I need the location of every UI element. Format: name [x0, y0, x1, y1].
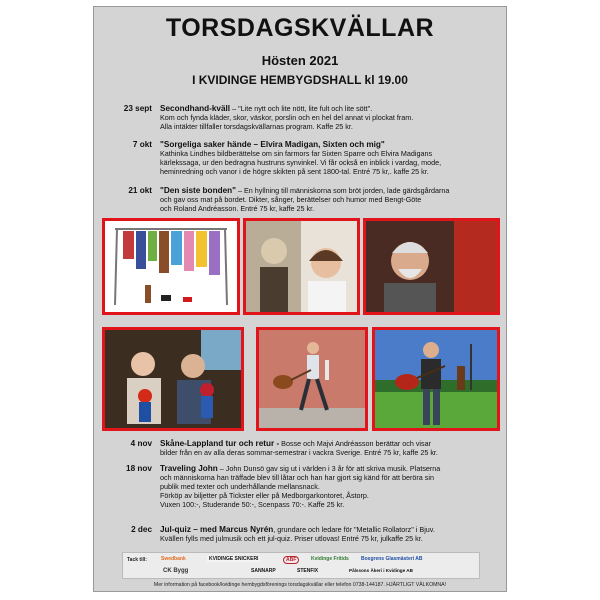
event-date: 21 okt — [128, 186, 152, 195]
event-line: bilder från en av alla deras sommar-semestrar i vackra Sverige. Entré 75 kr, kaffe 25 kr. — [160, 448, 438, 457]
photo-quiz-host — [372, 327, 500, 431]
event-headline: Skåne-Lappland tur och retur - — [160, 439, 280, 448]
sponsor-logo: STENFIX — [297, 568, 319, 574]
event-line: och Roland Andréasson. Entré 75 kr, kaffe 25 kr. — [160, 204, 315, 213]
photo-portraits — [243, 218, 360, 315]
event-headline: Secondhand-kväll — [160, 104, 231, 113]
event-line: och gav oss mat på bordet. Dikter, sånger, berättelser och humor med Bengt-Göte — [160, 195, 422, 204]
event-line: Kvällen fylls med julmusik och ett jul-quiz. Priser utlovas! Entré 75 kr, julkaffe 25 kr. — [160, 534, 423, 543]
event-line: Förköp av biljetter på Tickster eller på Medborgarkontoret, Åstorp. — [160, 491, 369, 500]
sponsor-logo: SANNARP — [251, 568, 276, 574]
event-line: Alla intäkter tillfaller torsdagskvällarnas program. Kaffe 25 kr. — [160, 122, 353, 131]
event-lead: – "Lite nytt och lite nött, lite fult och lite sött". — [230, 104, 373, 113]
photo-traveling-john — [256, 327, 368, 431]
sponsor-logo: Pålssons Åkeri i Kvidinge AB — [349, 568, 413, 573]
sponsor-logo: CK Bygg — [163, 568, 189, 574]
sponsor-logo: KVIDINGE SNICKERI — [209, 556, 259, 562]
event-date: 2 dec — [131, 525, 152, 534]
event-lead: – John Dunsö gav sig ut i världen i 3 år för att skriva musik. Platserna — [217, 464, 441, 473]
poster-footer: Mer information på facebook/kvidinge hembygdsförenings torsdagskvällar eller telefon 0738-144187. HJÄRTLIGT VÄLKOMNA! — [153, 582, 447, 588]
sponsor-logo: ABF — [283, 556, 299, 564]
event-date: 18 nov — [126, 464, 152, 473]
photo-bearded-man — [363, 218, 500, 315]
event-headline: Jul-quiz – med Marcus Nyrén — [160, 525, 274, 534]
event-headline: "Sorgeliga saker hände – Elvira Madigan, Sixten och mig" — [160, 140, 385, 149]
event-lead: Bosse och Majvi Andréasson berättar och visar — [279, 439, 431, 448]
sponsor-bar — [122, 552, 480, 579]
photo-clothes-rack — [102, 218, 240, 315]
event-lead: , grundare och ledare för "Metallic Rollatorz" i Bjuv. — [273, 525, 435, 534]
event-line: heminredning och vanor i de högre skikten på sent 1800-tal. Entré 75 kr,. kaffe 25 kr. — [160, 167, 429, 176]
event-line: kärlekssaga, ur den bedragna hustruns synvinkel. Vi får också en inblick i vardag, mode, — [160, 158, 442, 167]
poster-venue: I KVIDINGE HEMBYGDSHALL kl 19.00 — [192, 73, 408, 87]
sponsor-logo: Swedbank — [161, 556, 186, 562]
event-line: och människorna han träffade blev till låtar och han har gjort sig känd för att beröra sin — [160, 473, 434, 482]
event-line: Vuxen 100:-, Studerande 50:-, Scenpass 70:-. Kaffe 25 kr. — [160, 500, 345, 509]
event-date: 23 sept — [123, 104, 152, 113]
event-line: publik med texter och underhållande mellansnack. — [160, 482, 320, 491]
poster-title: TORSDAGSKVÄLLAR — [165, 14, 435, 42]
sponsor-logo: Bosgrens Glasmästeri AB — [361, 556, 423, 562]
event-line: Kathinka Lindhes bildberättelse om sin farmors far Sixten Sparre och Elvira Madigans — [160, 149, 433, 158]
event-date: 4 nov — [130, 439, 152, 448]
sponsor-thanks-label: Tack till: — [127, 557, 147, 563]
event-date: 7 okt — [132, 140, 152, 149]
event-poster — [93, 6, 507, 592]
sponsor-logo: Kvidinge Fritids — [311, 556, 349, 562]
event-line: Kom och fynda kläder, skor, väskor, porslin och en hel del annat vi plockat fram. — [160, 113, 414, 122]
event-headline: "Den siste bonden" — [160, 186, 237, 195]
poster-subtitle: Hösten 2021 — [261, 53, 339, 68]
event-headline: Traveling John — [160, 464, 218, 473]
photo-collage — [102, 218, 500, 431]
event-lead: – En hyllning till människorna som bröt jorden, lade gärdsgårdarna — [236, 186, 450, 195]
photo-couple — [102, 327, 244, 431]
